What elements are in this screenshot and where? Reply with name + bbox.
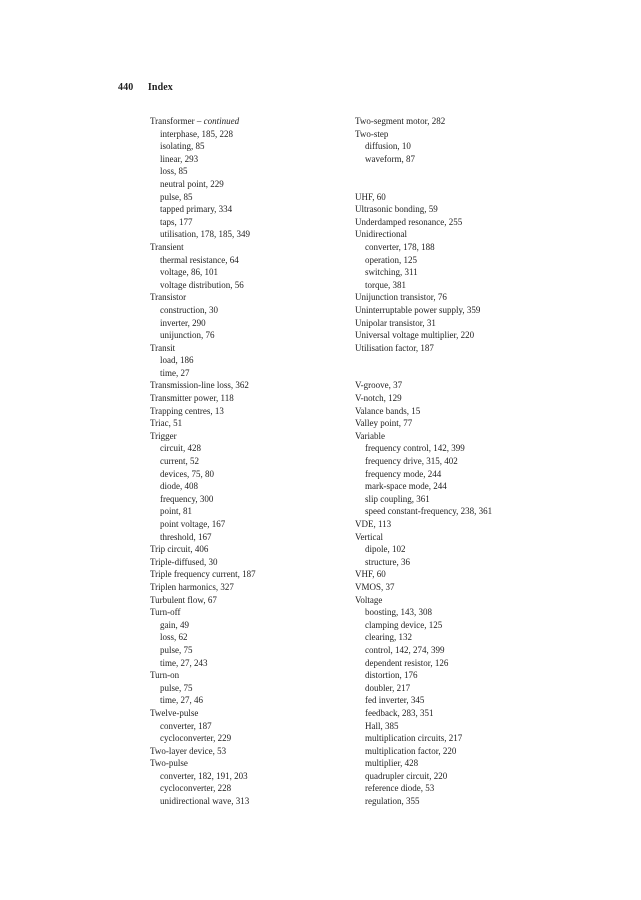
index-entry-text: current, 52	[160, 456, 199, 467]
index-entry-text: mark-space mode, 244	[365, 481, 447, 492]
index-entry	[355, 379, 585, 392]
index-entry-text: inverter, 290	[160, 317, 206, 328]
index-entry	[355, 216, 585, 229]
index-entry	[150, 568, 380, 581]
index-gap	[355, 178, 585, 191]
index-entry-text: pulse, 75	[160, 682, 193, 693]
index-entry-text: Triple-diffused, 30	[150, 556, 218, 567]
index-subentry	[150, 694, 380, 707]
index-subentry	[150, 317, 380, 330]
index-entry-text: multiplication circuits, 217	[365, 733, 463, 744]
index-entry	[150, 606, 380, 619]
index-subentry	[150, 518, 380, 531]
index-entry	[150, 543, 380, 556]
index-subentry	[150, 455, 380, 468]
index-entry-text: Trip circuit, 406	[150, 544, 209, 555]
index-entry-text: V-notch, 129	[355, 393, 402, 404]
index-entry-text: converter, 182, 191, 203	[160, 770, 248, 781]
index-entry-text: control, 142, 274, 399	[365, 644, 445, 655]
index-entry-text: Twelve-pulse	[150, 707, 199, 718]
index-entry	[355, 405, 585, 418]
index-entry-text: Hall, 385	[365, 720, 399, 731]
index-subentry	[355, 657, 585, 670]
index-entry	[150, 342, 380, 355]
index-entry-text: VHF, 60	[355, 569, 386, 580]
index-entry	[355, 392, 585, 405]
index-subentry	[355, 707, 585, 720]
index-entry-text: circuit, 428	[160, 443, 201, 454]
index-entry-text: cycloconverter, 228	[160, 783, 232, 794]
index-entry	[355, 417, 585, 430]
index-entry-text: linear, 293	[160, 153, 199, 164]
index-subentry	[150, 531, 380, 544]
index-subentry	[150, 153, 380, 166]
index-subentry	[150, 191, 380, 204]
index-subentry	[150, 216, 380, 229]
index-entry-text: converter, 178, 188	[365, 241, 435, 252]
index-entry-text: structure, 36	[365, 556, 410, 567]
index-subentry	[150, 442, 380, 455]
index-subentry	[355, 606, 585, 619]
index-entry-text: feedback, 283, 351	[365, 707, 434, 718]
index-entry-text: V-groove, 37	[355, 380, 403, 391]
index-subentry	[355, 556, 585, 569]
index-entry	[355, 568, 585, 581]
index-gap	[355, 165, 585, 178]
index-entry-text: converter, 187	[160, 720, 212, 731]
index-subentry	[355, 543, 585, 556]
index-entry-text: frequency mode, 244	[365, 468, 442, 479]
index-entry-text: Uninterruptable power supply, 359	[355, 304, 481, 315]
index-subentry	[150, 657, 380, 670]
index-entry-text: UHF, 60	[355, 191, 386, 202]
index-entry	[150, 241, 380, 254]
index-entry	[150, 594, 383, 607]
index-entry	[355, 191, 585, 204]
index-subentry	[150, 304, 380, 317]
index-subentry	[355, 682, 585, 695]
index-entry-text: Unipolar transistor, 31	[355, 317, 436, 328]
page-number: 440	[118, 82, 134, 93]
index-entry-text: Ultrasonic bonding, 59	[355, 204, 438, 215]
index-entry-text: Valley point, 77	[355, 418, 413, 429]
index-entry-text: Transformer –	[150, 116, 204, 126]
index-subentry	[355, 279, 585, 292]
index-entry-text: isolating, 85	[160, 141, 205, 152]
index-entry-text: frequency, 300	[160, 493, 214, 504]
index-entry-text: load, 186	[160, 355, 194, 366]
index-entry	[150, 707, 380, 720]
index-subentry	[150, 631, 380, 644]
index-entry-text: unijunction, 76	[160, 330, 215, 341]
index-entry-text: gain, 49	[160, 619, 189, 630]
index-entry-text: Underdamped resonance, 255	[355, 216, 463, 227]
index-subentry	[150, 619, 380, 632]
index-entry-text: time, 27, 46	[160, 695, 203, 706]
continued-label: continued	[203, 116, 240, 126]
index-entry-text: slip coupling, 361	[365, 493, 430, 504]
page-header	[118, 82, 173, 93]
index-subentry	[355, 153, 585, 166]
index-column-right	[355, 115, 585, 808]
index-entry	[355, 518, 585, 531]
index-entry-text: Triac, 51	[150, 418, 183, 429]
index-entry-text: operation, 125	[365, 254, 417, 265]
index-subentry	[150, 493, 380, 506]
index-entry	[355, 317, 585, 330]
index-entry	[355, 581, 585, 594]
index-subentry	[355, 241, 585, 254]
index-entry-text: Two-segment motor, 282	[355, 116, 446, 126]
index-subentry	[150, 165, 380, 178]
index-subentry	[150, 795, 380, 808]
index-subentry	[355, 442, 585, 455]
index-entry-text: loss, 62	[160, 632, 188, 643]
index-subentry	[355, 468, 585, 481]
index-entry-text: unidirectional wave, 313	[160, 796, 250, 807]
index-entry	[355, 594, 585, 607]
index-entry-text: devices, 75, 80	[160, 468, 214, 479]
index-entry-text: multiplication factor, 220	[365, 745, 457, 756]
index-entry-text: speed constant-frequency, 238, 361	[365, 506, 493, 517]
index-subentry	[355, 505, 585, 518]
index-entry-text: taps, 177	[160, 216, 193, 227]
index-subentry	[355, 669, 585, 682]
index-entry	[150, 556, 380, 569]
index-subentry	[355, 254, 585, 267]
index-entry-text: tapped primary, 334	[160, 204, 233, 215]
index-entry	[150, 392, 380, 405]
index-subentry	[355, 266, 585, 279]
index-entry-text: Two-layer device, 53	[150, 745, 227, 756]
index-entry-text: regulation, 355	[365, 796, 420, 807]
index-subentry	[355, 720, 585, 733]
index-entry-text: Transit	[150, 342, 176, 353]
index-entry	[150, 291, 380, 304]
index-subentry	[355, 455, 585, 468]
index-entry-text: Triplen harmonics, 327	[150, 581, 234, 592]
index-entry-text: VDE, 113	[355, 519, 392, 529]
index-entry-text: Two-step	[355, 128, 389, 139]
index-subentry	[355, 795, 585, 808]
index-entry-text: construction, 30	[160, 304, 218, 315]
index-entry-text: Variable	[355, 430, 385, 441]
index-subentry	[355, 493, 585, 506]
index-entry	[355, 531, 585, 544]
index-entry	[150, 669, 380, 682]
index-entry	[150, 379, 380, 392]
index-subentry	[150, 480, 380, 493]
index-subentry	[150, 228, 380, 241]
index-subentry	[355, 732, 585, 745]
index-entry	[150, 115, 380, 128]
index-entry-text: threshold, 167	[160, 531, 212, 542]
index-entry-text: multiplier, 428	[365, 758, 419, 769]
index-entry-text: boosting, 143, 308	[365, 607, 433, 618]
index-entry-text: Two-pulse	[150, 758, 188, 769]
index-entry-text: Turbulent flow, 67	[150, 594, 217, 605]
index-subentry	[355, 140, 585, 153]
index-entry	[355, 128, 585, 141]
index-entry-text: point, 81	[160, 506, 193, 517]
index-entry-text: waveform, 87	[365, 153, 415, 164]
index-entry-text: quadrupler circuit, 220	[365, 770, 448, 781]
index-entry	[150, 745, 380, 758]
index-subentry	[150, 720, 380, 733]
index-subentry	[150, 367, 380, 380]
index-subentry	[150, 254, 380, 267]
index-entry-text: voltage, 86, 101	[160, 267, 218, 278]
index-entry-text: Triple frequency current, 187	[150, 569, 256, 580]
index-entry-text: reference diode, 53	[365, 783, 435, 794]
index-entry	[150, 430, 380, 443]
index-entry-text: distortion, 176	[365, 670, 418, 681]
index-subentry	[150, 128, 380, 141]
index-entry	[150, 417, 380, 430]
index-entry-text: dependent resistor, 126	[365, 657, 449, 668]
index-gap	[355, 367, 585, 380]
index-subentry	[150, 770, 380, 783]
index-subentry	[355, 694, 585, 707]
index-entry	[150, 757, 380, 770]
index-subentry	[355, 757, 585, 770]
index-entry-text: point voltage, 167	[160, 519, 226, 529]
index-subentry	[150, 329, 380, 342]
index-entry-text: Transmission-line loss, 362	[150, 380, 249, 391]
index-entry-text: doubler, 217	[365, 682, 411, 693]
index-entry	[355, 304, 585, 317]
index-entry-text: utilisation, 178, 185, 349	[160, 229, 250, 240]
index-entry	[355, 203, 585, 216]
index-entry-text: interphase, 185, 228	[160, 128, 233, 139]
index-entry	[355, 115, 585, 128]
index-entry-text: clamping device, 125	[365, 619, 443, 630]
index-subentry	[150, 203, 380, 216]
index-entry	[355, 329, 585, 342]
index-gap	[355, 354, 585, 367]
index-entry-text: VMOS, 37	[355, 581, 395, 592]
index-entry-text: torque, 381	[365, 279, 406, 290]
index-entry-text: neutral point, 229	[160, 178, 224, 189]
index-subentry	[150, 354, 380, 367]
index-entry-text: time, 27, 243	[160, 657, 208, 668]
index-entry-text: switching, 311	[365, 267, 418, 278]
index-subentry	[355, 619, 585, 632]
index-subentry	[150, 682, 380, 695]
index-entry-text: fed inverter, 345	[365, 695, 425, 706]
index-subentry	[355, 631, 585, 644]
index-entry-text: Transient	[150, 241, 184, 252]
index-subentry	[150, 644, 380, 657]
index-subentry	[355, 745, 585, 758]
index-entry-text: frequency drive, 315, 402	[365, 456, 458, 467]
index-entry-text: Transistor	[150, 292, 187, 303]
index-entry-text: diffusion, 10	[365, 141, 411, 152]
index-subentry	[150, 266, 380, 279]
index-entry-text: Utilisation factor, 187	[355, 342, 434, 353]
index-entry-text: Trapping centres, 13	[150, 405, 224, 416]
index-subentry	[150, 782, 380, 795]
index-entry-text: Unijunction transistor, 76	[355, 292, 447, 303]
index-entry-text: diode, 408	[160, 481, 198, 492]
index-entry-text: thermal resistance, 64	[160, 254, 239, 265]
index-entry-text: time, 27	[160, 367, 190, 378]
index-entry-text: Trigger	[150, 430, 177, 441]
index-entry-text: Universal voltage multiplier, 220	[355, 330, 475, 341]
index-entry	[150, 581, 380, 594]
index-entry-text: dipole, 102	[365, 544, 406, 555]
index-subentry	[150, 468, 380, 481]
index-subentry	[355, 644, 585, 657]
index-subentry	[150, 505, 380, 518]
index-subentry	[355, 480, 585, 493]
index-entry-text: Unidirectional	[355, 229, 407, 240]
index-subentry	[355, 770, 585, 783]
index-entry-text: Turn-on	[150, 670, 180, 681]
index-entry-text: frequency control, 142, 399	[365, 443, 465, 454]
index-entry-text: pulse, 85	[160, 191, 193, 202]
index-entry	[355, 342, 585, 355]
index-entry	[355, 291, 585, 304]
index-entry	[355, 430, 585, 443]
index-entry-text: cycloconverter, 229	[160, 733, 232, 744]
index-entry	[150, 405, 380, 418]
index-entry-text: loss, 85	[160, 166, 188, 177]
page-title: Index	[147, 82, 173, 93]
index-entry-text: clearing, 132	[365, 632, 412, 643]
index-entry-text: Vertical	[355, 531, 383, 542]
index-subentry	[150, 279, 380, 292]
index-entry-text: Valance bands, 15	[355, 405, 421, 416]
index-entry-text: pulse, 75	[160, 644, 193, 655]
index-entry-text: voltage distribution, 56	[160, 279, 244, 290]
index-subentry	[150, 178, 380, 191]
index-subentry	[355, 782, 585, 795]
index-entry-text: Voltage	[355, 594, 383, 605]
index-entry-text: Transmitter power, 118	[150, 393, 234, 404]
index-subentry	[150, 140, 380, 153]
index-subentry	[150, 732, 380, 745]
index-entry	[355, 228, 585, 241]
index-entry-text: Turn-off	[150, 607, 181, 618]
